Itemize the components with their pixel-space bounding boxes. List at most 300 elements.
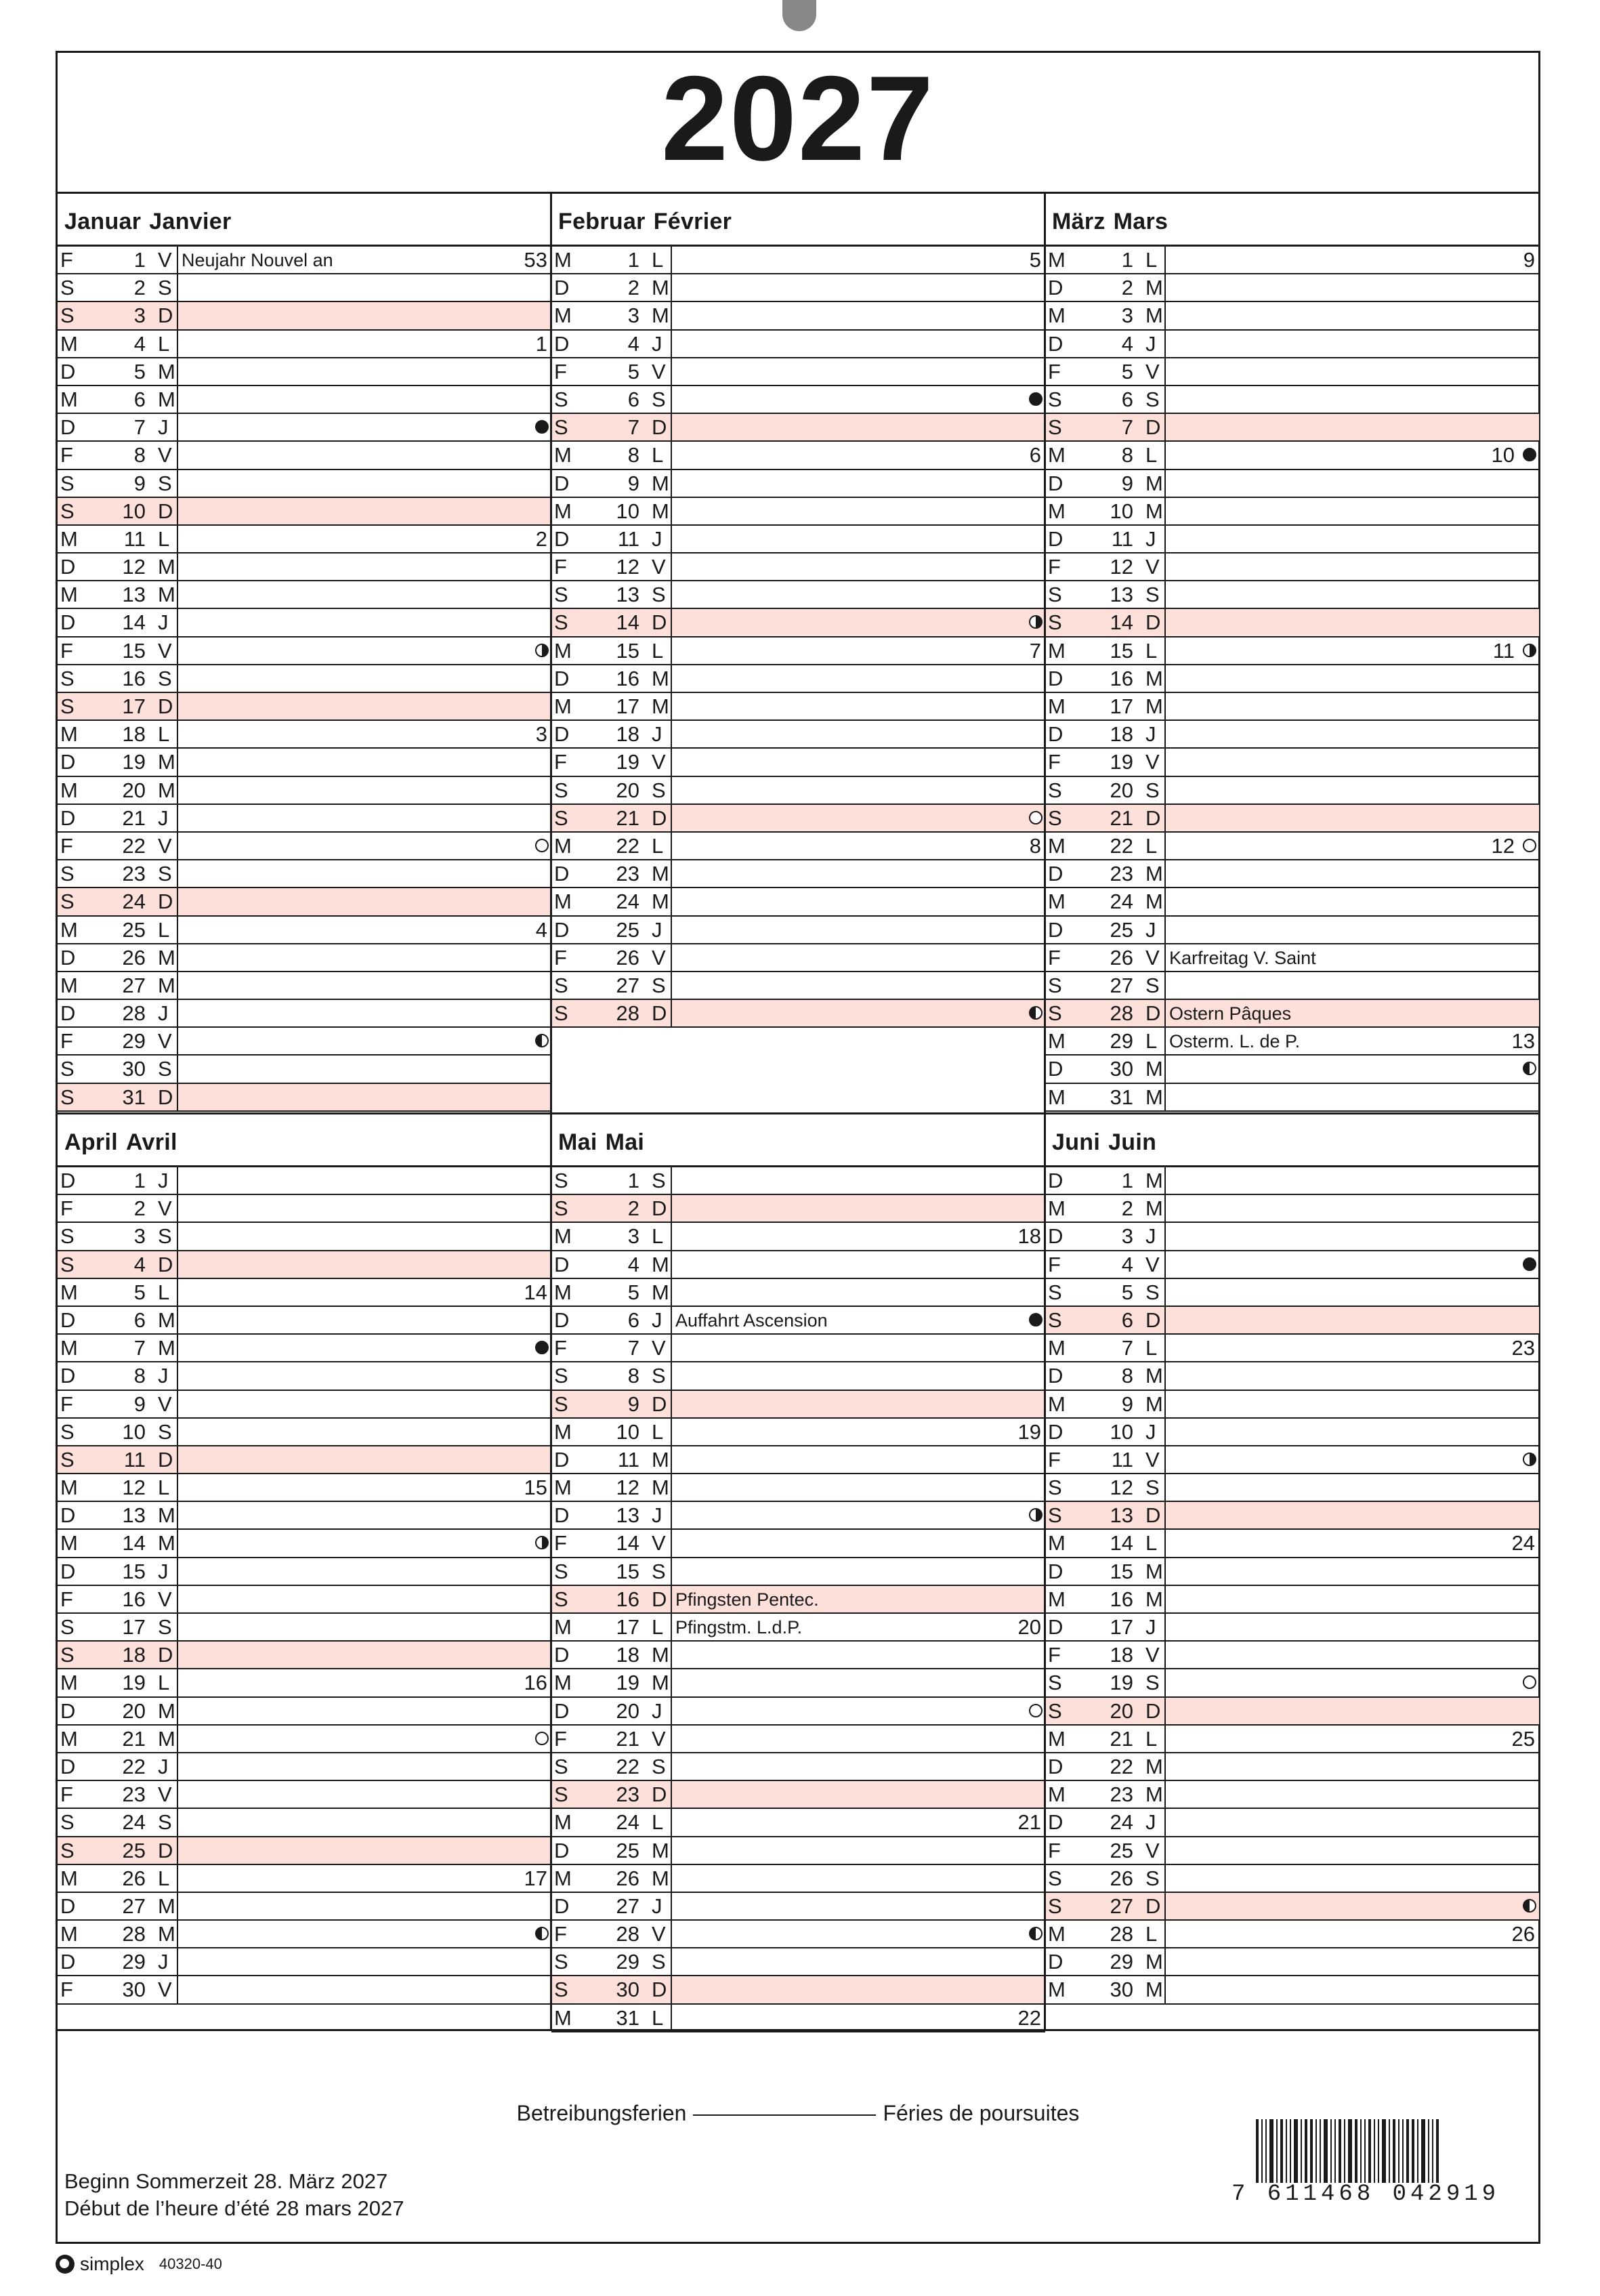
weekday-de: S bbox=[554, 1364, 568, 1388]
weekday-fr: V bbox=[158, 248, 172, 272]
column-separator bbox=[671, 247, 672, 274]
week-number: 11 bbox=[1492, 638, 1515, 663]
day-row bbox=[1045, 1530, 1539, 1558]
weekday-de: D bbox=[1048, 1057, 1064, 1081]
weekday-fr: M bbox=[652, 276, 669, 300]
barcode-digits: 7 611468 042919 bbox=[1231, 2182, 1500, 2207]
day-number: 25 bbox=[616, 917, 639, 942]
day-number: 19 bbox=[122, 750, 146, 774]
weekday-de: D bbox=[60, 1308, 76, 1332]
day-number: 25 bbox=[1110, 1838, 1133, 1862]
weekday-fr: L bbox=[652, 2005, 664, 2030]
barcode-bar bbox=[1315, 2119, 1317, 2183]
day-row bbox=[551, 860, 1045, 888]
day-row bbox=[1045, 1474, 1539, 1502]
weekday-fr: D bbox=[652, 610, 667, 635]
day-row bbox=[58, 1502, 551, 1530]
column-separator bbox=[1164, 972, 1166, 1000]
weekday-fr: S bbox=[652, 387, 666, 411]
column-separator bbox=[671, 1530, 672, 1558]
day-row bbox=[58, 972, 551, 1000]
column-separator bbox=[177, 1948, 178, 1976]
weekday-de: M bbox=[1048, 1978, 1066, 2002]
last-quarter-moon-icon bbox=[1029, 1927, 1043, 1940]
column-separator bbox=[177, 1223, 178, 1251]
day-row bbox=[58, 1726, 551, 1753]
weekday-de: F bbox=[60, 248, 73, 272]
day-number: 9 bbox=[133, 1392, 146, 1416]
column-separator bbox=[1164, 1781, 1166, 1809]
weekday-de: S bbox=[1048, 610, 1062, 635]
day-row bbox=[58, 1921, 551, 1948]
day-row bbox=[58, 777, 551, 805]
month-header bbox=[58, 1114, 551, 1167]
column-separator bbox=[1164, 1251, 1166, 1279]
weekday-fr: L bbox=[1145, 1029, 1158, 1053]
column-separator bbox=[177, 805, 178, 833]
day-row bbox=[58, 1865, 551, 1893]
weekday-fr: M bbox=[652, 1447, 669, 1471]
day-row bbox=[58, 1391, 551, 1419]
day-row bbox=[58, 1948, 551, 1976]
weekday-fr: V bbox=[158, 1587, 172, 1611]
weekday-de: M bbox=[60, 722, 78, 747]
weekday-fr: M bbox=[158, 1503, 175, 1528]
day-row bbox=[551, 1307, 1045, 1335]
weekday-fr: M bbox=[1145, 1754, 1163, 1778]
day-number: 9 bbox=[627, 471, 639, 495]
day-number: 23 bbox=[616, 862, 639, 886]
day-number: 11 bbox=[123, 1447, 146, 1471]
first-quarter-moon-icon bbox=[535, 1536, 549, 1549]
column-separator bbox=[177, 247, 178, 274]
day-row bbox=[58, 386, 551, 414]
weekday-fr: M bbox=[1145, 1978, 1163, 2002]
day-row bbox=[551, 1893, 1045, 1921]
day-row bbox=[1045, 331, 1539, 358]
weekday-de: S bbox=[60, 276, 75, 300]
weekday-de: D bbox=[554, 526, 570, 551]
weekday-de: S bbox=[1048, 1308, 1062, 1332]
weekday-fr: M bbox=[158, 359, 175, 383]
weekday-de: S bbox=[1048, 387, 1062, 411]
day-number: 11 bbox=[617, 526, 639, 551]
column-separator bbox=[177, 331, 178, 358]
month-name-fr: Février bbox=[653, 209, 732, 234]
day-row bbox=[58, 1558, 551, 1586]
day-number: 24 bbox=[1110, 890, 1133, 914]
weekday-de: F bbox=[60, 1978, 73, 2002]
column-separator bbox=[1164, 1809, 1166, 1837]
day-number: 16 bbox=[1110, 666, 1133, 690]
weekday-de: F bbox=[1048, 1252, 1061, 1276]
full-moon-icon bbox=[1029, 1704, 1043, 1717]
day-number: 5 bbox=[627, 1280, 639, 1304]
day-number: 24 bbox=[616, 890, 639, 914]
weekday-fr: J bbox=[652, 917, 662, 942]
column-separator bbox=[1164, 302, 1166, 330]
column-separator bbox=[177, 1502, 178, 1530]
weekday-de: S bbox=[60, 1252, 75, 1276]
weekday-fr: L bbox=[652, 1615, 664, 1639]
day-number: 15 bbox=[122, 1559, 146, 1583]
day-number: 28 bbox=[616, 1922, 639, 1946]
day-row bbox=[1045, 1307, 1539, 1335]
barcode-bar bbox=[1330, 2119, 1332, 2183]
holiday-label: Osterm. L. de P. bbox=[1169, 1031, 1301, 1052]
day-row bbox=[551, 274, 1045, 302]
day-number: 29 bbox=[122, 1029, 146, 1053]
day-number: 3 bbox=[1121, 1224, 1133, 1249]
column-separator bbox=[177, 721, 178, 749]
column-separator bbox=[1164, 805, 1166, 833]
column-separator bbox=[671, 833, 672, 860]
weekday-de: S bbox=[554, 610, 568, 635]
day-row bbox=[551, 1809, 1045, 1837]
day-row bbox=[58, 581, 551, 609]
day-number: 20 bbox=[122, 778, 146, 802]
column-separator bbox=[1164, 721, 1166, 749]
column-separator bbox=[671, 331, 672, 358]
day-number: 14 bbox=[122, 610, 146, 635]
day-number: 10 bbox=[122, 1419, 146, 1444]
column-separator bbox=[671, 581, 672, 609]
weekday-fr: J bbox=[1145, 917, 1156, 942]
week-number: 1 bbox=[535, 331, 547, 356]
day-number: 20 bbox=[122, 1698, 146, 1723]
weekday-fr: J bbox=[1145, 1615, 1156, 1639]
weekday-de: S bbox=[60, 1085, 75, 1109]
column-separator bbox=[671, 693, 672, 721]
day-row bbox=[1045, 498, 1539, 526]
column-separator bbox=[177, 1726, 178, 1753]
day-row bbox=[1045, 526, 1539, 554]
weekday-fr: V bbox=[652, 1336, 666, 1360]
day-number: 15 bbox=[1110, 1559, 1133, 1583]
weekday-de: M bbox=[60, 917, 78, 942]
day-row bbox=[1045, 358, 1539, 386]
day-row bbox=[1045, 1921, 1539, 1948]
day-number: 12 bbox=[616, 1476, 639, 1500]
holiday-label: Ostern Pâques bbox=[1169, 1003, 1292, 1024]
weekday-de: S bbox=[554, 1978, 568, 2002]
weekday-fr: D bbox=[1145, 610, 1161, 635]
weekday-fr: M bbox=[158, 583, 175, 607]
day-number: 10 bbox=[616, 499, 639, 523]
month-april bbox=[58, 1114, 551, 2005]
day-number: 30 bbox=[122, 1057, 146, 1081]
weekday-de: D bbox=[554, 1838, 570, 1862]
weekday-fr: V bbox=[652, 945, 666, 969]
week-number: 16 bbox=[524, 1671, 547, 1695]
weekday-fr: J bbox=[652, 1308, 662, 1332]
day-row bbox=[1045, 1614, 1539, 1642]
day-number: 25 bbox=[122, 1838, 146, 1862]
column-separator bbox=[1164, 1028, 1166, 1056]
column-separator bbox=[1164, 1921, 1166, 1948]
day-number: 25 bbox=[616, 1838, 639, 1862]
column-separator bbox=[671, 721, 672, 749]
week-number: 8 bbox=[1029, 833, 1041, 858]
first-quarter-moon-icon bbox=[1029, 615, 1043, 629]
week-number: 23 bbox=[1511, 1336, 1535, 1360]
day-row bbox=[1045, 944, 1539, 972]
weekday-fr: V bbox=[1145, 945, 1160, 969]
weekday-de: S bbox=[60, 1224, 75, 1249]
weekday-fr: M bbox=[1145, 1950, 1163, 1974]
weekday-de: D bbox=[60, 1950, 76, 1974]
weekday-de: F bbox=[554, 1531, 567, 1556]
column-separator bbox=[671, 498, 672, 526]
weekday-fr: M bbox=[158, 1726, 175, 1751]
column-separator bbox=[1164, 1474, 1166, 1502]
column-separator bbox=[1164, 1056, 1166, 1083]
second-quarter-grid bbox=[58, 1114, 1538, 2029]
weekday-fr: V bbox=[652, 750, 666, 774]
day-row bbox=[58, 274, 551, 302]
column-separator bbox=[1164, 1419, 1166, 1446]
barcode-bar bbox=[1382, 2119, 1386, 2183]
day-row bbox=[58, 917, 551, 944]
day-row bbox=[551, 1781, 1045, 1809]
day-number: 2 bbox=[133, 276, 146, 300]
day-row bbox=[58, 247, 551, 274]
column-separator bbox=[177, 1000, 178, 1028]
day-row bbox=[58, 1781, 551, 1809]
column-separator bbox=[177, 1251, 178, 1279]
day-number: 21 bbox=[122, 806, 146, 830]
weekday-de: S bbox=[554, 1754, 568, 1778]
weekday-fr: S bbox=[652, 973, 666, 997]
day-row bbox=[1045, 1446, 1539, 1474]
column-separator bbox=[177, 833, 178, 860]
column-separator bbox=[177, 1056, 178, 1083]
day-number: 5 bbox=[1121, 359, 1133, 383]
day-row bbox=[1045, 1056, 1539, 1083]
day-row bbox=[58, 1530, 551, 1558]
day-row bbox=[58, 554, 551, 581]
day-number: 16 bbox=[122, 666, 146, 690]
day-row bbox=[58, 1028, 551, 1056]
weekday-fr: S bbox=[652, 778, 666, 802]
weekday-fr: M bbox=[158, 1531, 175, 1556]
day-number: 13 bbox=[1110, 1503, 1133, 1528]
day-row bbox=[1045, 247, 1539, 274]
day-row bbox=[551, 1865, 1045, 1893]
column-separator bbox=[177, 944, 178, 972]
day-number: 11 bbox=[617, 1447, 639, 1471]
weekday-fr: S bbox=[1145, 1280, 1160, 1304]
dst-french: Début de l’heure d’été 28 mars 2027 bbox=[64, 2196, 404, 2220]
column-separator bbox=[177, 1362, 178, 1390]
barcode-bar bbox=[1436, 2119, 1439, 2183]
weekday-fr: V bbox=[158, 1782, 172, 1807]
weekday-fr: D bbox=[158, 1643, 173, 1667]
weekday-fr: D bbox=[652, 1978, 667, 2002]
last-quarter-moon-icon bbox=[1523, 1899, 1536, 1913]
barcode-bar bbox=[1301, 2119, 1302, 2183]
column-separator bbox=[671, 805, 672, 833]
day-row bbox=[58, 1753, 551, 1781]
day-row bbox=[58, 1223, 551, 1251]
column-separator bbox=[671, 470, 672, 498]
column-separator bbox=[177, 1753, 178, 1781]
weekday-de: S bbox=[60, 304, 75, 328]
day-row bbox=[551, 917, 1045, 944]
weekday-de: F bbox=[554, 555, 567, 579]
weekday-fr: L bbox=[158, 1866, 170, 1890]
column-separator bbox=[1164, 1586, 1166, 1614]
day-row bbox=[58, 693, 551, 721]
column-separator bbox=[1164, 1446, 1166, 1474]
weekday-fr: V bbox=[1145, 750, 1160, 774]
column-separator bbox=[177, 358, 178, 386]
column-separator bbox=[1164, 777, 1166, 805]
calendar-year: 2027 bbox=[661, 51, 935, 186]
day-number: 26 bbox=[1110, 945, 1133, 969]
weekday-de: M bbox=[60, 778, 78, 802]
day-number: 17 bbox=[1110, 1615, 1133, 1639]
weekday-de: M bbox=[554, 499, 572, 523]
weekday-fr: M bbox=[1145, 276, 1163, 300]
weekday-fr: L bbox=[158, 917, 170, 942]
first-quarter-moon-icon bbox=[535, 644, 549, 657]
weekday-fr: L bbox=[1145, 1726, 1158, 1751]
weekday-de: M bbox=[1048, 1726, 1066, 1751]
weekday-fr: J bbox=[652, 1698, 662, 1723]
weekday-de: D bbox=[1048, 526, 1064, 551]
month-mai bbox=[551, 1114, 1045, 2032]
barcode-bar bbox=[1421, 2119, 1425, 2183]
simplex-logo-icon bbox=[56, 2255, 75, 2274]
column-separator bbox=[671, 442, 672, 469]
weekday-de: S bbox=[60, 1810, 75, 1835]
weekday-de: M bbox=[554, 833, 572, 858]
barcode-bars bbox=[1256, 2119, 1502, 2183]
new-moon-icon bbox=[1029, 392, 1043, 406]
day-row bbox=[1045, 1698, 1539, 1726]
column-separator bbox=[671, 1279, 672, 1307]
day-number: 6 bbox=[133, 387, 146, 411]
day-row bbox=[1045, 1251, 1539, 1279]
day-number: 21 bbox=[1110, 806, 1133, 830]
weekday-fr: L bbox=[1145, 833, 1158, 858]
weekday-de: S bbox=[1048, 415, 1062, 440]
day-number: 9 bbox=[627, 1392, 639, 1416]
day-row bbox=[1045, 1167, 1539, 1195]
weekday-de: S bbox=[1048, 1001, 1062, 1026]
day-row bbox=[551, 1586, 1045, 1614]
day-row bbox=[58, 498, 551, 526]
weekday-de: F bbox=[60, 1392, 73, 1416]
day-row bbox=[551, 944, 1045, 972]
day-row bbox=[1045, 1558, 1539, 1586]
weekday-de: M bbox=[60, 1671, 78, 1695]
weekday-fr: M bbox=[1145, 1587, 1163, 1611]
column-separator bbox=[177, 1474, 178, 1502]
day-number: 17 bbox=[616, 694, 639, 718]
weekday-de: S bbox=[60, 694, 75, 718]
weekday-fr: M bbox=[1145, 862, 1163, 886]
column-separator bbox=[671, 386, 672, 414]
week-number: 14 bbox=[524, 1280, 547, 1304]
day-number: 25 bbox=[122, 917, 146, 942]
weekday-de: S bbox=[554, 1001, 568, 1026]
column-separator bbox=[177, 414, 178, 442]
weekday-fr: D bbox=[1145, 1503, 1161, 1528]
day-number: 31 bbox=[1110, 1085, 1133, 1109]
day-row bbox=[58, 1698, 551, 1726]
weekday-fr: J bbox=[1145, 1224, 1156, 1249]
day-row bbox=[551, 1362, 1045, 1390]
column-separator bbox=[1164, 1502, 1166, 1530]
weekday-de: S bbox=[1048, 1280, 1062, 1304]
weekday-de: M bbox=[1048, 1336, 1066, 1360]
day-number: 26 bbox=[616, 945, 639, 969]
weekday-fr: M bbox=[158, 750, 175, 774]
column-separator bbox=[177, 1335, 178, 1362]
barcode-bar bbox=[1393, 2119, 1395, 2183]
weekday-fr: V bbox=[158, 1392, 172, 1416]
day-row bbox=[551, 777, 1045, 805]
barcode-bar bbox=[1360, 2119, 1362, 2183]
column-separator bbox=[671, 1446, 672, 1474]
day-number: 11 bbox=[123, 526, 146, 551]
column-separator bbox=[671, 554, 672, 581]
brand-mark bbox=[56, 2253, 222, 2275]
weekday-de: D bbox=[60, 1364, 76, 1388]
day-number: 17 bbox=[616, 1615, 639, 1639]
weekday-fr: S bbox=[652, 1950, 666, 1974]
weekday-de: F bbox=[554, 1726, 567, 1751]
day-number: 3 bbox=[627, 304, 639, 328]
day-number: 30 bbox=[1110, 1978, 1133, 2002]
weekday-fr: S bbox=[1145, 973, 1160, 997]
day-row bbox=[1045, 749, 1539, 776]
weekday-de: D bbox=[1048, 1950, 1064, 1974]
day-row bbox=[551, 1502, 1045, 1530]
barcode-bar bbox=[1406, 2119, 1409, 2183]
weekday-de: M bbox=[60, 1476, 78, 1500]
day-row bbox=[58, 526, 551, 554]
week-number: 7 bbox=[1029, 638, 1041, 663]
weekday-de: D bbox=[1048, 471, 1064, 495]
day-number: 12 bbox=[1110, 555, 1133, 579]
day-row bbox=[1045, 860, 1539, 888]
week-number: 18 bbox=[1017, 1224, 1041, 1249]
weekday-de: D bbox=[554, 1698, 570, 1723]
day-row bbox=[551, 1698, 1045, 1726]
month-name-fr: Mars bbox=[1113, 209, 1169, 234]
column-separator bbox=[1164, 1698, 1166, 1726]
weekday-de: S bbox=[554, 1950, 568, 1974]
weekday-de: F bbox=[1048, 555, 1061, 579]
day-number: 30 bbox=[616, 1978, 639, 2002]
column-separator bbox=[1164, 1614, 1166, 1642]
day-number: 21 bbox=[1110, 1726, 1133, 1751]
day-row bbox=[58, 805, 551, 833]
weekday-de: D bbox=[60, 1698, 76, 1723]
weekday-de: S bbox=[60, 1419, 75, 1444]
week-number: 15 bbox=[524, 1476, 547, 1500]
day-row bbox=[58, 1837, 551, 1865]
day-number: 7 bbox=[627, 1336, 639, 1360]
weekday-de: S bbox=[554, 1782, 568, 1807]
column-separator bbox=[671, 526, 672, 554]
weekday-de: D bbox=[60, 1559, 76, 1583]
day-row bbox=[551, 1726, 1045, 1753]
day-row bbox=[1045, 1223, 1539, 1251]
